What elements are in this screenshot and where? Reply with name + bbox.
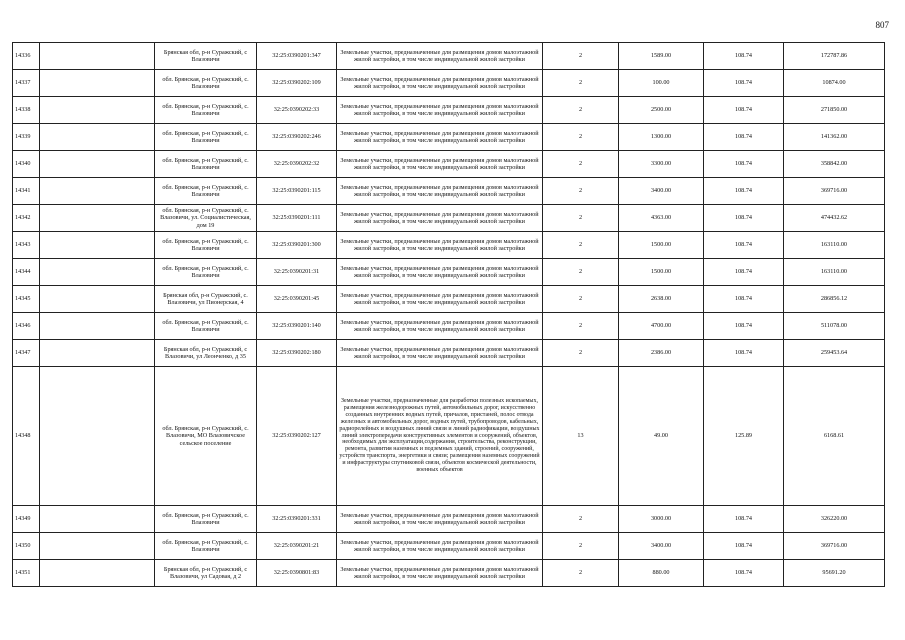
row-number-cell: 14344 [13, 259, 40, 286]
area-cell: 3400.00 [619, 178, 704, 205]
blank-cell [40, 97, 155, 124]
area-cell: 100.00 [619, 70, 704, 97]
cadastral-number-cell: 32:25:0390202:127 [257, 367, 337, 506]
category-cell: 2 [543, 313, 619, 340]
address-cell: обл. Брянская, р-н Суражский, с. Влазовичи [155, 151, 257, 178]
category-cell: 13 [543, 367, 619, 506]
land-use-cell: Земельные участки, предназначенные для размещения домов малоэтажной жилой застройки, в том числе индивидуальной жилой застройки [337, 340, 543, 367]
rate-cell: 108.74 [704, 97, 784, 124]
table-row [13, 533, 885, 560]
address-cell: обл. Брянская, р-н Суражский, с. Влазовичи, ул. Социалистическая, дом 19 [155, 205, 257, 232]
cadastral-number-cell: 32:25:0390201:111 [257, 205, 337, 232]
cadastral-value-cell: 286856.12 [784, 286, 885, 313]
area-cell: 880.00 [619, 560, 704, 587]
rate-cell: 108.74 [704, 232, 784, 259]
area-cell: 2386.00 [619, 340, 704, 367]
blank-cell [40, 232, 155, 259]
cadastral-number-cell: 32:25:0390201:21 [257, 533, 337, 560]
cadastral-number-cell: 32:25:0390201:300 [257, 232, 337, 259]
cadastral-value-cell: 95691.20 [784, 560, 885, 587]
blank-cell [40, 506, 155, 533]
area-cell: 49.00 [619, 367, 704, 506]
cadastral-value-cell: 474432.62 [784, 205, 885, 232]
cadastral-value-cell: 369716.00 [784, 178, 885, 205]
rate-cell: 125.89 [704, 367, 784, 506]
address-cell: Брянская обл, р-н Суражский, с Влазовичи, ул Садовая, д 2 [155, 560, 257, 587]
table-row [13, 124, 885, 151]
cadastral-value-cell: 358842.00 [784, 151, 885, 178]
land-use-cell: Земельные участки, предназначенные для размещения домов малоэтажной жилой застройки, в том числе индивидуальной жилой застройки [337, 232, 543, 259]
category-cell: 2 [543, 506, 619, 533]
address-cell: обл. Брянская, р-н Суражский, с. Влазовичи [155, 70, 257, 97]
row-number-cell: 14342 [13, 205, 40, 232]
land-use-cell: Земельные участки, предназначенные для размещения домов малоэтажной жилой застройки, в том числе индивидуальной жилой застройки [337, 286, 543, 313]
rate-cell: 108.74 [704, 560, 784, 587]
land-use-cell: Земельные участки, предназначенные для размещения домов малоэтажной жилой застройки, в том числе индивидуальной жилой застройки [337, 533, 543, 560]
blank-cell [40, 151, 155, 178]
address-cell: обл. Брянская, р-н Суражский, с. Влазовичи [155, 259, 257, 286]
rate-cell: 108.74 [704, 313, 784, 340]
land-use-cell: Земельные участки, предназначенные для размещения домов малоэтажной жилой застройки, в том числе индивидуальной жилой застройки [337, 506, 543, 533]
cadastral-value-cell: 369716.00 [784, 533, 885, 560]
cadastral-number-cell: 32:25:0390801:83 [257, 560, 337, 587]
address-cell: обл. Брянская, р-н Суражский, с. Влазовичи [155, 533, 257, 560]
address-cell: обл. Брянская, р-н Суражский, с. Влазовичи [155, 313, 257, 340]
area-cell: 3400.00 [619, 533, 704, 560]
blank-cell [40, 533, 155, 560]
area-cell: 1300.00 [619, 124, 704, 151]
rate-cell: 108.74 [704, 340, 784, 367]
cadastral-value-cell: 271850.00 [784, 97, 885, 124]
blank-cell [40, 286, 155, 313]
cadastral-value-cell: 259453.64 [784, 340, 885, 367]
address-cell: обл. Брянская, р-н Суражский, с. Влазовичи [155, 232, 257, 259]
cadastral-value-cell: 163110.00 [784, 259, 885, 286]
area-cell: 4700.00 [619, 313, 704, 340]
table-body [13, 43, 885, 587]
cadastral-value-cell: 172787.86 [784, 43, 885, 70]
rate-cell: 108.74 [704, 506, 784, 533]
row-number-cell: 14343 [13, 232, 40, 259]
row-number-cell: 14337 [13, 70, 40, 97]
row-number-cell: 14346 [13, 313, 40, 340]
area-cell: 4363.00 [619, 205, 704, 232]
row-number-cell: 14341 [13, 178, 40, 205]
cadastral-value-cell: 10874.00 [784, 70, 885, 97]
category-cell: 2 [543, 70, 619, 97]
row-number-cell: 14348 [13, 367, 40, 506]
table-row [13, 560, 885, 587]
cadastral-number-cell: 32:25:0390202:180 [257, 340, 337, 367]
category-cell: 2 [543, 533, 619, 560]
category-cell: 2 [543, 97, 619, 124]
row-number-cell: 14351 [13, 560, 40, 587]
cadastral-value-cell: 141362.00 [784, 124, 885, 151]
land-use-cell: Земельные участки, предназначенные для размещения домов малоэтажной жилой застройки, в том числе индивидуальной жилой застройки [337, 205, 543, 232]
page-number: 807 [875, 20, 889, 30]
land-use-cell: Земельные участки, предназначенные для размещения домов малоэтажной жилой застройки, в том числе индивидуальной жилой застройки [337, 151, 543, 178]
cadastral-number-cell: 32:25:0390201:140 [257, 313, 337, 340]
area-cell: 1589.00 [619, 43, 704, 70]
table-row [13, 340, 885, 367]
category-cell: 2 [543, 340, 619, 367]
table-row [13, 97, 885, 124]
land-use-cell: Земельные участки, предназначенные для разработки полезных ископаемых, размещения железнодорожных путей, автомобильных дорог, искусственно созданных внутренних водных путей, причалов, пристаней, полос отвода железных и автомобильных дорог, водных путей, трубопроводов, кабельных, радиорелейных и воздушных линий связи и линий радиофикации, воздушных линий электропередачи конструктивных элементов и сооружений, объектов, необходимых для эксплуатации,содержания, строительства, реконструкции, ремонта, развития наземных и подземных зданий, строений, сооружений, устройств транспорта, энергетики и связи; размещения наземных сооружений и инфраструктуры спутниковой связи, объектов космической деятельности, военных объектов [337, 367, 543, 506]
address-cell: обл. Брянская, р-н Суражский, с. Влазовичи [155, 97, 257, 124]
rate-cell: 108.74 [704, 178, 784, 205]
table-row [13, 205, 885, 232]
table-row [13, 313, 885, 340]
cadastral-number-cell: 32:25:0390201:115 [257, 178, 337, 205]
land-use-cell: Земельные участки, предназначенные для размещения домов малоэтажной жилой застройки, в том числе индивидуальной жилой застройки [337, 178, 543, 205]
land-use-cell: Земельные участки, предназначенные для размещения домов малоэтажной жилой застройки, в том числе индивидуальной жилой застройки [337, 124, 543, 151]
cadastral-number-cell: 32:25:0390202:32 [257, 151, 337, 178]
rate-cell: 108.74 [704, 43, 784, 70]
table-row [13, 70, 885, 97]
land-use-cell: Земельные участки, предназначенные для размещения домов малоэтажной жилой застройки, в том числе индивидуальной жилой застройки [337, 97, 543, 124]
category-cell: 2 [543, 178, 619, 205]
cadastral-value-table [12, 42, 885, 587]
table-row [13, 367, 885, 506]
blank-cell [40, 367, 155, 506]
rate-cell: 108.74 [704, 151, 784, 178]
row-number-cell: 14340 [13, 151, 40, 178]
cadastral-number-cell: 32:25:0390202:246 [257, 124, 337, 151]
table-row [13, 286, 885, 313]
rate-cell: 108.74 [704, 259, 784, 286]
category-cell: 2 [543, 43, 619, 70]
category-cell: 2 [543, 124, 619, 151]
address-cell: обл. Брянская, р-н Суражский, с. Влазовичи [155, 178, 257, 205]
category-cell: 2 [543, 259, 619, 286]
land-use-cell: Земельные участки, предназначенные для размещения домов малоэтажной жилой застройки, в том числе индивидуальной жилой застройки [337, 70, 543, 97]
blank-cell [40, 124, 155, 151]
blank-cell [40, 560, 155, 587]
cadastral-number-cell: 32:25:0390201:331 [257, 506, 337, 533]
category-cell: 2 [543, 205, 619, 232]
row-number-cell: 14347 [13, 340, 40, 367]
cadastral-value-cell: 326220.00 [784, 506, 885, 533]
address-cell: Брянская обл, р-н Суражский, с Влазовичи [155, 43, 257, 70]
table-row [13, 259, 885, 286]
cadastral-value-cell: 6168.61 [784, 367, 885, 506]
row-number-cell: 14350 [13, 533, 40, 560]
area-cell: 3300.00 [619, 151, 704, 178]
table-row [13, 178, 885, 205]
table-row [13, 151, 885, 178]
category-cell: 2 [543, 560, 619, 587]
address-cell: обл. Брянская, р-н Суражский, с. Влазовичи, МО Влазовичское сельское поселение [155, 367, 257, 506]
cadastral-number-cell: 32:25:0390201:347 [257, 43, 337, 70]
address-cell: Брянская обл, р-н Суражский, с. Влазовичи, ул Пионерская, 4 [155, 286, 257, 313]
area-cell: 2638.00 [619, 286, 704, 313]
table-row [13, 232, 885, 259]
table-row [13, 506, 885, 533]
category-cell: 2 [543, 286, 619, 313]
blank-cell [40, 178, 155, 205]
address-cell: Брянская обл, р-н Суражский, с Влазовичи, ул Леонченко, д 35 [155, 340, 257, 367]
rate-cell: 108.74 [704, 70, 784, 97]
blank-cell [40, 313, 155, 340]
row-number-cell: 14338 [13, 97, 40, 124]
cadastral-number-cell: 32:25:0390202:109 [257, 70, 337, 97]
area-cell: 1500.00 [619, 259, 704, 286]
blank-cell [40, 259, 155, 286]
category-cell: 2 [543, 151, 619, 178]
rate-cell: 108.74 [704, 286, 784, 313]
row-number-cell: 14339 [13, 124, 40, 151]
area-cell: 3000.00 [619, 506, 704, 533]
row-number-cell: 14336 [13, 43, 40, 70]
area-cell: 1500.00 [619, 232, 704, 259]
rate-cell: 108.74 [704, 124, 784, 151]
cadastral-value-cell: 511078.00 [784, 313, 885, 340]
blank-cell [40, 43, 155, 70]
blank-cell [40, 205, 155, 232]
land-use-cell: Земельные участки, предназначенные для размещения домов малоэтажной жилой застройки, в том числе индивидуальной жилой застройки [337, 560, 543, 587]
address-cell: обл. Брянская, р-н Суражский, с. Влазовичи [155, 506, 257, 533]
land-use-cell: Земельные участки, предназначенные для размещения домов малоэтажной жилой застройки, в том числе индивидуальной жилой застройки [337, 43, 543, 70]
row-number-cell: 14349 [13, 506, 40, 533]
blank-cell [40, 70, 155, 97]
category-cell: 2 [543, 232, 619, 259]
land-use-cell: Земельные участки, предназначенные для размещения домов малоэтажной жилой застройки, в том числе индивидуальной жилой застройки [337, 313, 543, 340]
rate-cell: 108.74 [704, 533, 784, 560]
land-use-cell: Земельные участки, предназначенные для размещения домов малоэтажной жилой застройки, в том числе индивидуальной жилой застройки [337, 259, 543, 286]
blank-cell [40, 340, 155, 367]
cadastral-number-cell: 32:25:0390201:31 [257, 259, 337, 286]
cadastral-number-cell: 32:25:0390202:33 [257, 97, 337, 124]
address-cell: обл. Брянская, р-н Суражский, с. Влазовичи [155, 124, 257, 151]
row-number-cell: 14345 [13, 286, 40, 313]
area-cell: 2500.00 [619, 97, 704, 124]
rate-cell: 108.74 [704, 205, 784, 232]
table-row [13, 43, 885, 70]
cadastral-number-cell: 32:25:0390201:45 [257, 286, 337, 313]
cadastral-value-cell: 163110.00 [784, 232, 885, 259]
